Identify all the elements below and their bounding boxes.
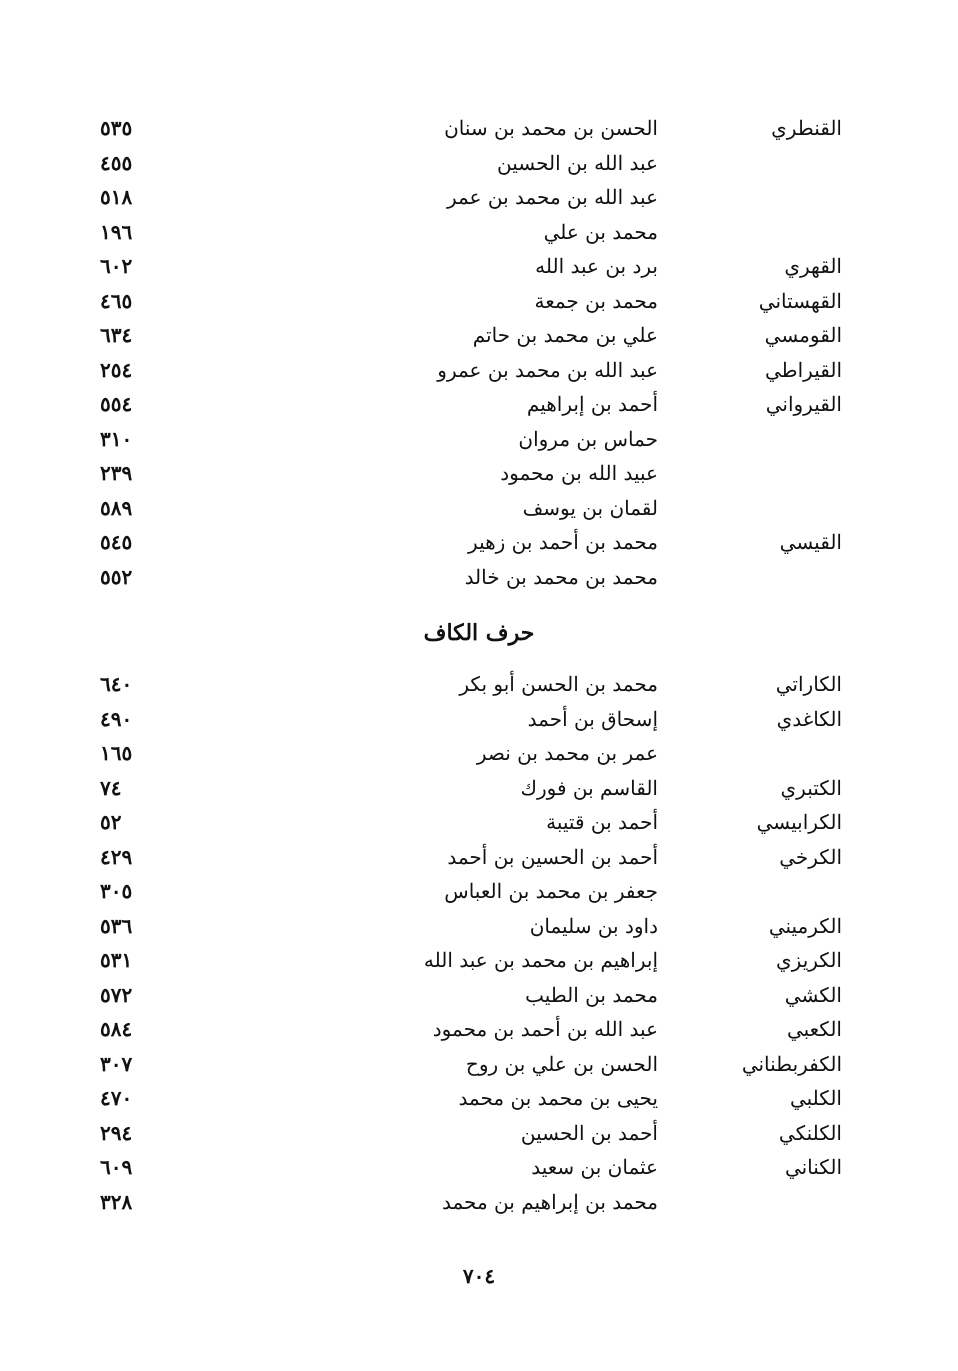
entry-name: علي بن محمد بن حاتم: [472, 323, 658, 347]
entry-page-number: ٥٤٥: [100, 530, 133, 554]
entry-page-number: ١٩٦: [100, 219, 133, 244]
index-entry: [0, 387, 958, 421]
entry-name: محمد بن إبراهيم بن محمد: [442, 1189, 658, 1214]
entry-nisba: الكتبري: [780, 775, 842, 800]
index-entry: [0, 1116, 958, 1150]
index-entry: [0, 840, 958, 874]
entry-nisba: الكريزي: [776, 948, 842, 972]
entry-nisba: القنطري: [771, 116, 842, 140]
entry-nisba: الكرخي: [779, 844, 842, 869]
entry-name: الحسن بن علي بن روح: [465, 1051, 658, 1076]
entry-name: عبيد الله بن محمود: [500, 461, 658, 485]
index-entry: [0, 978, 958, 1012]
entry-name: أحمد بن الحسين بن أحمد: [447, 844, 658, 869]
index-entry: [0, 456, 958, 490]
entry-name: عثمان بن سعيد: [531, 1155, 658, 1179]
entry-nisba: الكاغدي: [776, 706, 842, 731]
entry-page-number: ٥٥٤: [100, 392, 133, 416]
entry-name: محمد بن محمد بن خالد: [464, 564, 658, 589]
index-entry: [0, 1185, 958, 1219]
entry-name: محمد بن جمعة: [534, 288, 658, 313]
entry-name: يحيى بن محمد بن محمد: [458, 1086, 658, 1110]
index-entry: [0, 491, 958, 525]
entry-page-number: ٥٣٥: [100, 116, 133, 140]
entry-name: الحسن بن محمد بن سنان: [444, 116, 658, 140]
index-entry: [0, 284, 958, 318]
entry-name: عبد الله بن أحمد بن محمود: [432, 1017, 658, 1041]
entry-nisba: القومسي: [764, 323, 842, 347]
entry-name: أحمد بن الحسين: [520, 1120, 658, 1145]
entry-page-number: ٤٩٠: [100, 706, 133, 731]
entry-page-number: ٦٤٠: [100, 672, 133, 696]
entry-nisba: القهستاني: [758, 288, 842, 313]
index-entry: [0, 805, 958, 839]
index-entry: [0, 1081, 958, 1115]
index-entry: [0, 736, 958, 770]
index-entry: [0, 180, 958, 214]
entry-nisba: الكعبي: [786, 1017, 842, 1041]
index-entry: [0, 249, 958, 283]
entry-name: إبراهيم بن محمد بن عبد الله: [423, 948, 658, 972]
entry-page-number: ٤٦٥: [100, 288, 133, 313]
index-entry: [0, 525, 958, 559]
entry-name: عبد الله بن الحسين: [497, 150, 658, 175]
entry-page-number: ٦٣٤: [100, 323, 133, 347]
index-entry: [0, 771, 958, 805]
index-entry: [0, 909, 958, 943]
entry-page-number: ٥٣١: [100, 948, 133, 972]
entry-page-number: ٥١٨: [100, 185, 133, 209]
entry-page-number: ٥٥٢: [100, 564, 133, 589]
index-entry: [0, 111, 958, 145]
entry-page-number: ٢٥٤: [100, 357, 133, 382]
entry-page-number: ٣٠٥: [100, 879, 133, 903]
entry-name: القاسم بن فورك: [520, 775, 658, 800]
entry-name: محمد بن الحسن أبو بكر: [459, 672, 658, 696]
entry-page-number: ٥٢: [100, 810, 122, 834]
entry-name: حماس بن مروان: [518, 426, 658, 451]
entry-name: عبد الله بن محمد بن عمر: [446, 185, 658, 209]
entry-nisba: القيرواني: [765, 392, 842, 416]
entry-page-number: ٧٤: [100, 775, 122, 800]
entry-nisba: الكفربطناني: [741, 1051, 842, 1076]
entry-page-number: ٦٠٢: [100, 254, 133, 278]
index-entry: [0, 667, 958, 701]
index-entry: [0, 1047, 958, 1081]
entry-name: محمد بن الطيب: [525, 982, 658, 1007]
index-entry: [0, 702, 958, 736]
entry-name: أحمد بن قتيبة: [546, 810, 658, 834]
entry-page-number: ٣٢٨: [100, 1189, 133, 1214]
entry-name: داود بن سليمان: [529, 913, 658, 938]
index-entry: [0, 422, 958, 456]
entry-page-number: ٥٧٢: [100, 982, 133, 1007]
entry-page-number: ٣١٠: [100, 426, 133, 451]
entry-name: محمد بن أحمد بن زهير: [468, 530, 658, 554]
index-entry: [0, 353, 958, 387]
entry-page-number: ١٦٥: [100, 741, 133, 765]
entry-nisba: الكاراتي: [775, 672, 842, 696]
entry-name: عبد الله بن محمد بن عمرو: [437, 357, 658, 382]
entry-nisba: القهري: [784, 254, 842, 278]
entry-name: محمد بن علي: [543, 219, 658, 244]
entry-nisba: الكلبي: [789, 1086, 842, 1110]
entry-nisba: الكناني: [784, 1155, 842, 1179]
entry-page-number: ٤٢٩: [100, 844, 133, 869]
section-heading-kaf: حرف الكاف: [423, 620, 535, 646]
entry-nisba: الكرابيسي: [756, 810, 842, 834]
entry-nisba: الكرميني: [768, 913, 842, 938]
entry-name: لقمان بن يوسف: [522, 495, 658, 520]
entry-page-number: ٥٨٩: [100, 495, 133, 520]
entry-page-number: ٤٧٠: [100, 1086, 133, 1110]
entry-nisba: القيسي: [779, 530, 842, 554]
entry-nisba: الكشي: [784, 982, 842, 1007]
entry-name: عمر بن محمد بن نصر: [476, 741, 658, 765]
index-entry: [0, 874, 958, 908]
entry-page-number: ٤٥٥: [100, 150, 133, 175]
entry-nisba: القيراطي: [765, 357, 842, 382]
index-entry: [0, 146, 958, 180]
page-number: ٧٠٤: [462, 1264, 496, 1288]
entry-page-number: ٥٨٤: [100, 1017, 133, 1041]
index-entry: [0, 1150, 958, 1184]
entry-page-number: ٦٠٩: [100, 1155, 133, 1179]
entry-page-number: ٣٠٧: [100, 1051, 133, 1076]
entry-nisba: الكلنكي: [778, 1120, 842, 1145]
index-entry: [0, 943, 958, 977]
entry-page-number: ٢٩٤: [100, 1120, 133, 1145]
entry-name: أحمد بن إبراهيم: [526, 392, 658, 416]
entry-page-number: ٥٣٦: [100, 913, 133, 938]
entry-name: جعفر بن محمد بن العباس: [444, 879, 658, 903]
entry-name: برد بن عبد الله: [535, 254, 658, 278]
index-entry: [0, 1012, 958, 1046]
entry-page-number: ٢٣٩: [100, 461, 133, 485]
entry-name: إسحاق بن أحمد: [527, 706, 658, 731]
index-entry: [0, 215, 958, 249]
index-entry: [0, 318, 958, 352]
index-entry: [0, 560, 958, 594]
